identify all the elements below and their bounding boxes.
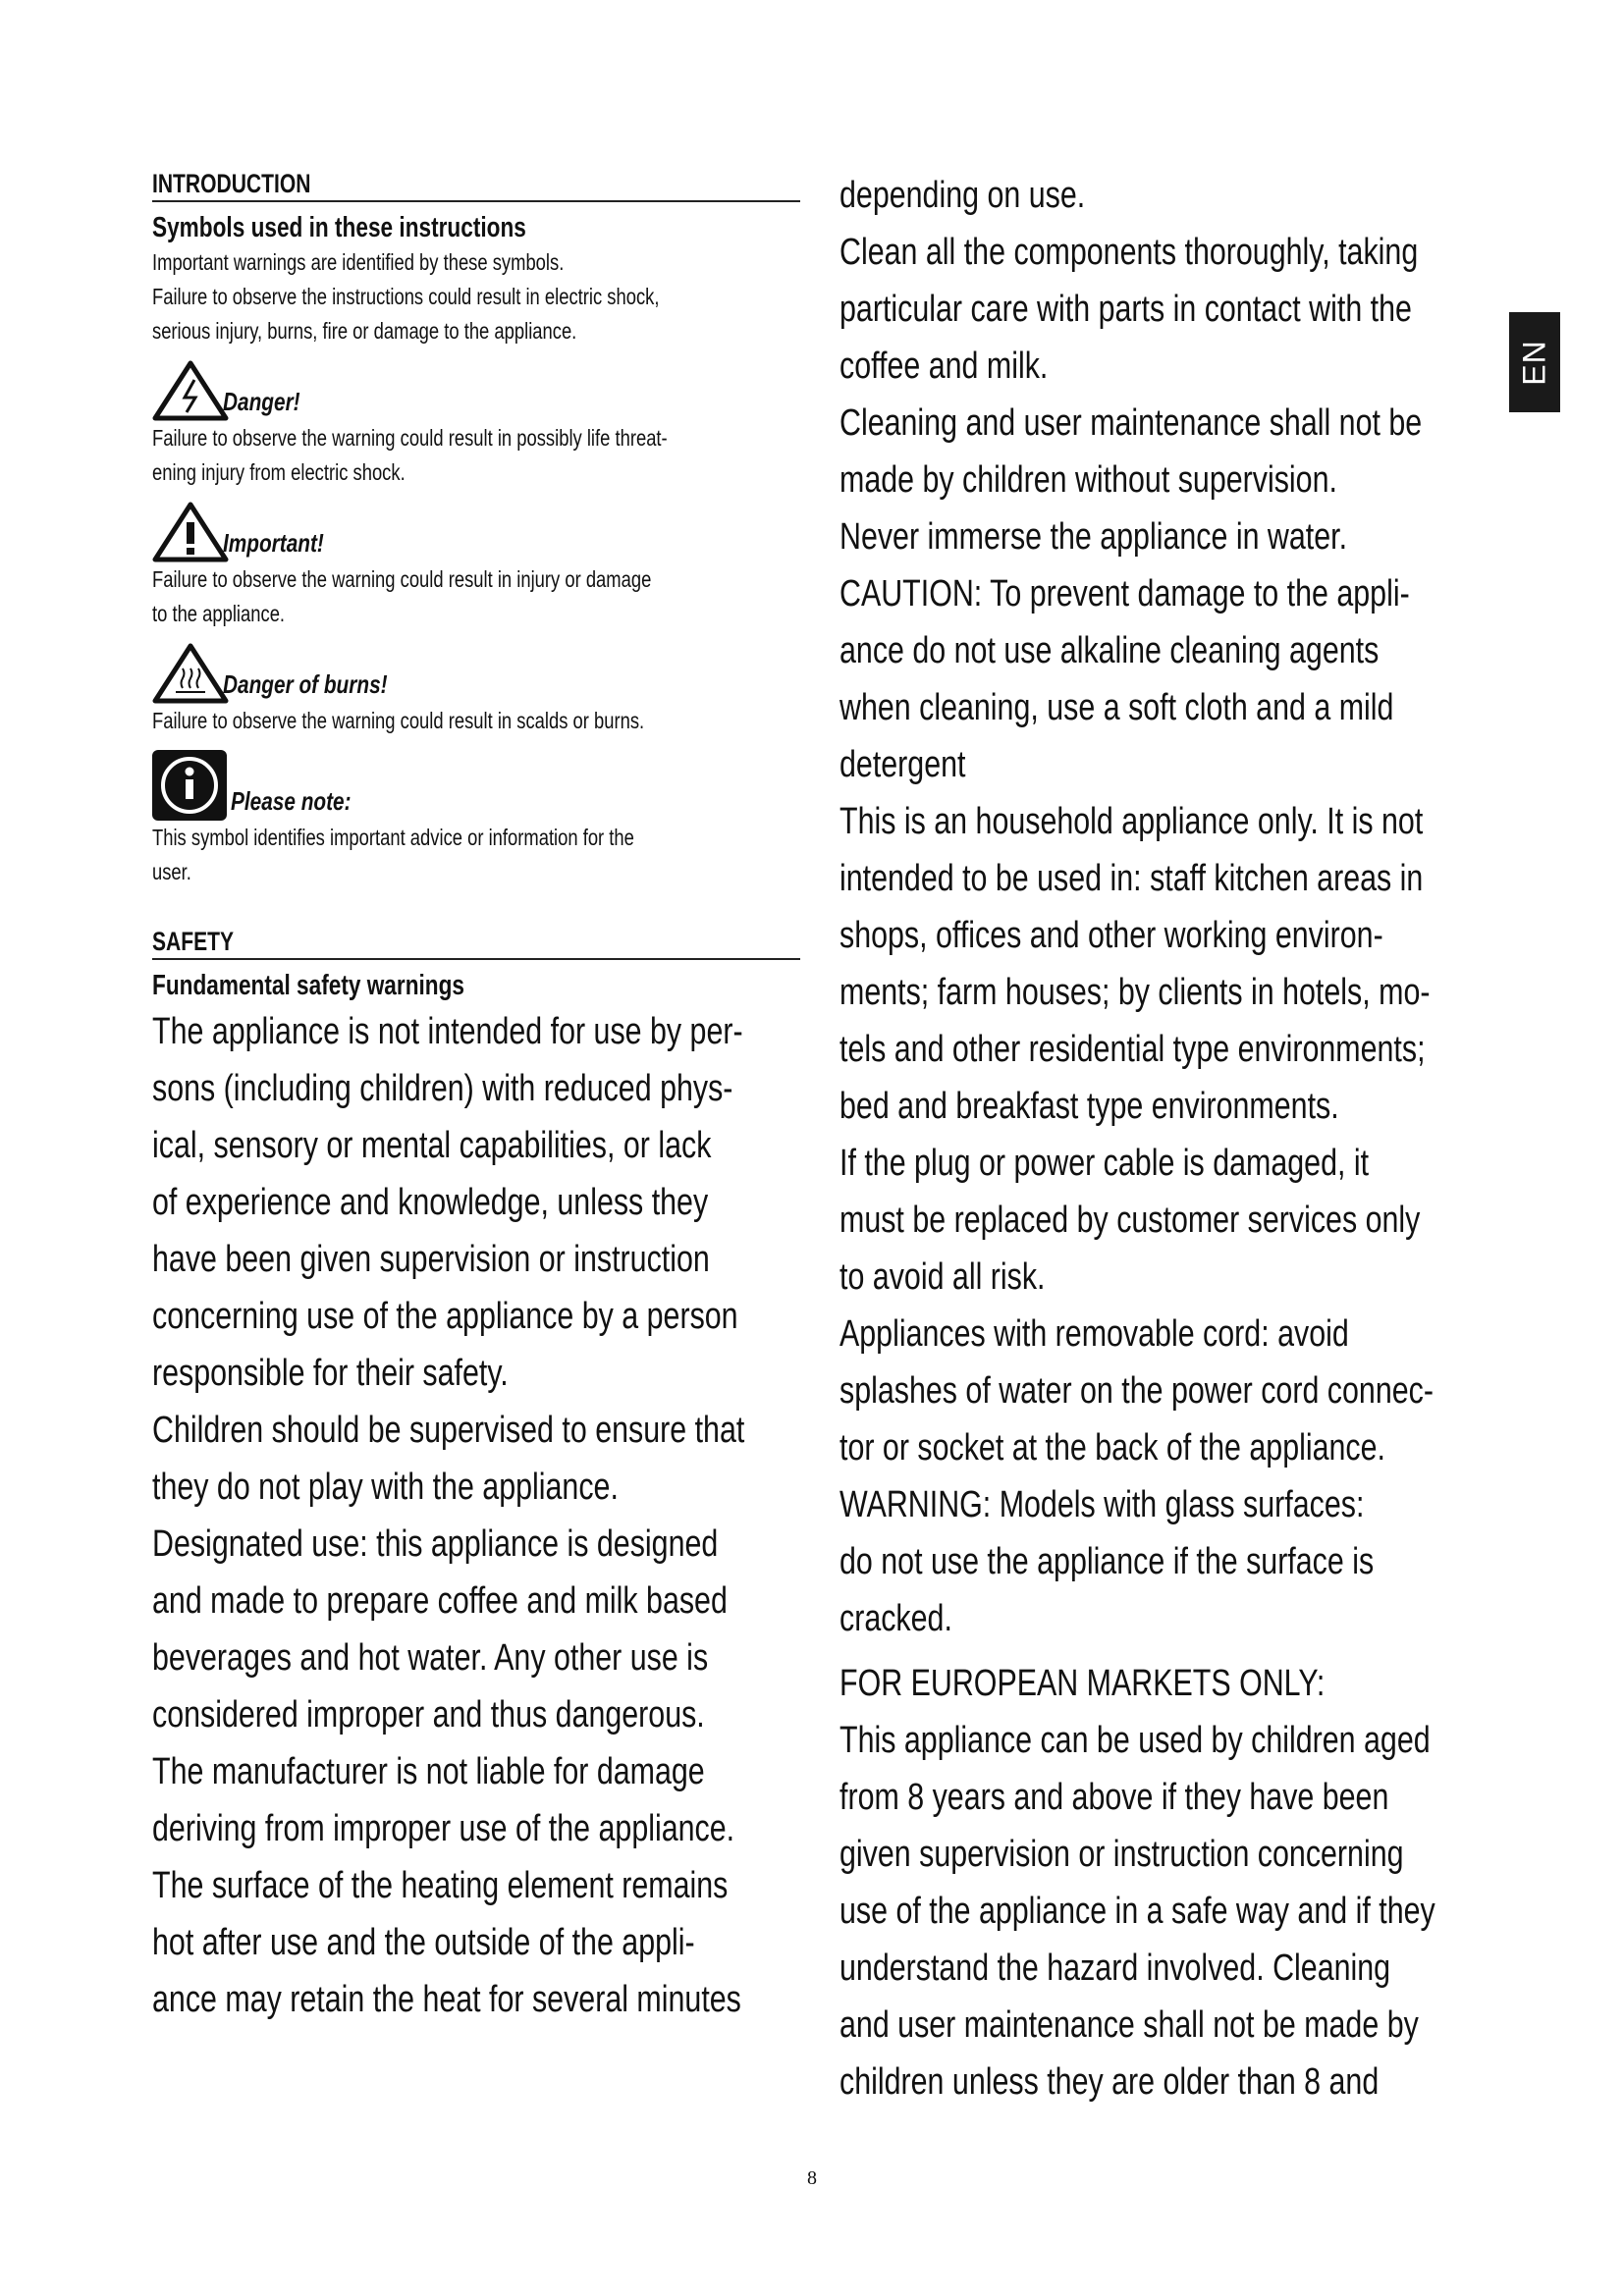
symbols-subheading: Symbols used in these instructions (152, 212, 526, 243)
note-title: Please note: (231, 786, 352, 816)
important-warning (152, 500, 800, 562)
safety-text-left: The appliance is not intended for use by per- sons (including children) with reduced phys- ical, sensory or mental capabilities, or lack of experience and knowledge, unless they have been given supervision or instruction concerning use of the appliance by a person responsible for their safety. Children should be supervised to ensure that they do not play with the appliance. Designated use: this appliance is designed and made to prepare coffee and milk based beverages and hot water. Any other use is considered improper and thus dangerous. The manufacturer is not liable for damage deriving from improper use of the appliance. The surface of the heating element remains hot after use and the outside of the appli- ance may retain the heat for several minutes (152, 1011, 745, 2020)
danger-text: Failure to observe the warning could result in possibly life threat- ening injury from electric shock. (152, 425, 668, 485)
european-heading: FOR EUROPEAN MARKETS ONLY: (839, 1663, 1326, 1704)
note-text: This symbol identifies important advice or information for the user. (152, 825, 634, 884)
intro-text: Important warnings are identified by these symbols. Failure to observe the instructions could result in electric shock, serious injury, burns, fire or damage to the appliance. (152, 249, 660, 344)
burns-warning (152, 641, 800, 704)
electric-shock-warning-icon (152, 360, 229, 421)
language-tab: EN (1509, 312, 1560, 412)
safety-subheading: Fundamental safety warnings (152, 970, 465, 1001)
exclamation-warning-icon (152, 502, 229, 562)
important-title: Important! (223, 528, 324, 558)
burns-title: Danger of burns! (223, 669, 388, 699)
introduction-heading: INTRODUCTION (152, 167, 800, 202)
note-block (152, 748, 800, 821)
safety-heading: SAFETY (152, 925, 800, 960)
right-column (839, 167, 1488, 2110)
left-column (152, 167, 800, 2028)
important-text: Failure to observe the warning could result in injury or damage to the appliance. (152, 566, 652, 626)
page-number: 8 (807, 2167, 817, 2189)
european-text: This appliance can be used by children aged from 8 years and above if they have been given supervision or instruction concerning use of the appliance in a safe way and if they understand the hazard involved. Cleaning and user maintenance shall not be made by children unless they are older than 8 and (839, 1720, 1435, 2103)
info-icon (152, 750, 227, 821)
danger-title: Danger! (223, 387, 300, 416)
hot-surface-warning-icon (152, 643, 229, 704)
danger-warning (152, 358, 800, 421)
burns-text: Failure to observe the warning could result in scalds or burns. (152, 708, 645, 733)
safety-text-right: depending on use. Clean all the components thoroughly, taking particular care with parts in contact with the coffee and milk. Cleaning and user maintenance shall not be made by children without supervision. Never immerse the appliance in water. CAUTION: To prevent damage to the appli- ance do not use alkaline cleaning agents when cleaning, use a soft cloth and a mild detergent This is an household appliance only. It is not intended to be used in: staff kitchen areas in shops, offices and other working environ- ments; farm houses; by clients in hotels, mo- tels and other residential type environments; bed and breakfast type environments. If the plug or power cable is damaged, it must be replaced by customer services only to avoid all risk. Appliances with removable cord: avoid splashes of water on the power cord connec- tor or socket at the back of the appliance. WARNING: Models with glass surfaces: do not use the appliance if the surface is cracked. (839, 175, 1434, 1639)
